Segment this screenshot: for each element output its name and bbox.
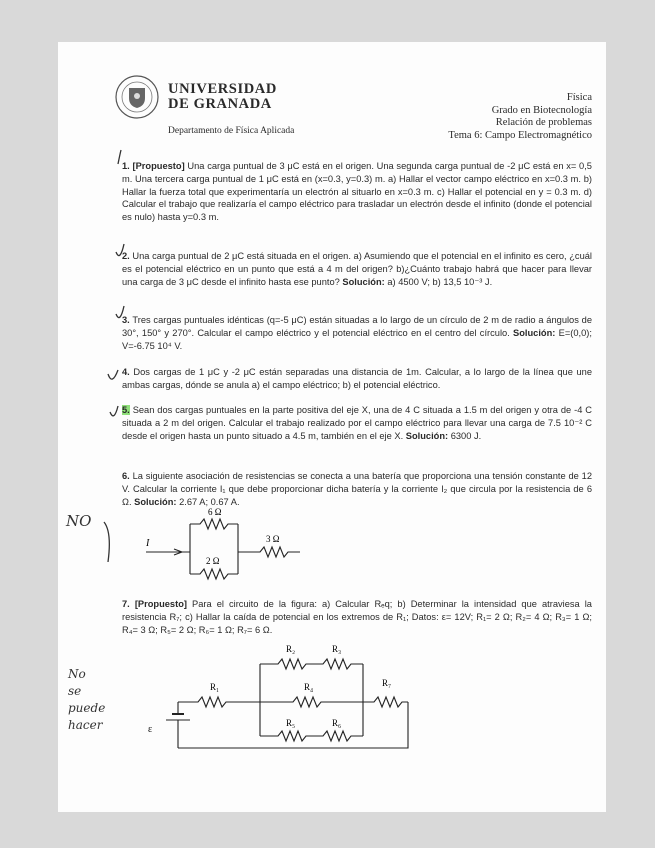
r4-label: R₄ xyxy=(304,682,314,692)
problem-2: 2. Una carga puntual de 2 μC está situada en el origen. a) Asumiendo que el potencial en el infinito es cero, ¿cuál es el potencial eléctrico en un punto que está a 4 m del origen? b)¿Cuánto trabajo habrá que hacer para llevar una carga de 3 μC desde el infinito hasta ese punto? Solución: a) 4500 V; b) 13,5 10⁻³ J. xyxy=(122,251,592,287)
r3-label: 3 Ω xyxy=(266,534,280,544)
problem-1: 1. [Propuesto] Una carga puntual de 3 μC está en el origen. Una segunda carga puntual de -2 μC está en x= 0,5 m. Una tercera carga puntual de 1 μC está en (x=0.3, y=0.3) m. a) Hallar el vector campo eléctrico en x=0.3 m. b) Hallar la fuerza total que experimentaría un electrón al situarlo en x=0.3 m. c) Hallar el potencial en y = 0.3 m. d) Calcular el trabajo que realizaría el campo eléctrico para trasladar un electrón desde el infinito (donde el potencial es nulo) hasta y=0.3 m. xyxy=(122,161,592,223)
handwritten-checkmarks xyxy=(58,142,128,562)
r6-label-7: R₆ xyxy=(332,718,342,728)
r6-label: 6 Ω xyxy=(208,507,222,517)
problem-4: 4. Dos cargas de 1 μC y -2 μC están separadas una distancia de 1m. Calcular, a lo largo de la línea que une ambas cargas, dónde se anula a) el campo eléctrico; b) el potencial eléctrico. xyxy=(122,367,592,390)
problem-6: 6. La siguiente asociación de resistencias se conecta a una batería que proporciona una tensión constante de 12 V. Calcular la corriente I₁ que debe proporcionar dicha batería y la corriente I₂ que circula por la resistencia de 6 Ω. Solución: 2.67 A; 0.67 A. xyxy=(122,471,592,507)
r1-label: R₁ xyxy=(210,682,220,692)
current-label: I xyxy=(146,538,150,549)
problem-3: 3. Tres cargas puntuales idénticas (q=-5 μC) están situadas a lo largo de un círculo de 2 m de radio a ángulos de 30°, 150° y 270°. Calcular el campo eléctrico y el potencial eléctrico en el centro del círculo. Solución: E=(0,0); V=-6.75 10⁴ V. xyxy=(122,315,592,351)
handwritten-no: NO xyxy=(66,512,92,530)
r3-label-7: R₃ xyxy=(332,644,342,654)
document-page xyxy=(58,42,606,812)
r5-label: R₅ xyxy=(286,718,296,728)
course-header: Física Grado en Biotecnología Relación de problemas Tema 6: Campo Electromagnético xyxy=(448,92,592,141)
circuit-problem-6 xyxy=(138,504,338,588)
handwritten-no-se-puede-hacer: No se puede hacer xyxy=(68,667,106,732)
r2-label-7: R₂ xyxy=(286,644,296,654)
circuit-problem-7 xyxy=(138,640,428,760)
university-seal-icon xyxy=(114,74,160,120)
problem-5: 5. Sean dos cargas puntuales en la parte positiva del eje X, una de 4 C situada a 1.5 m del origen y otra de -4 C situada a 2 m del origen. Calcular el trabajo realizado por el campo eléctrico para llevar una carga de 7.5 10⁻² C desde el origen hasta un punto situado a 4.5 m, también en el eje X. Solución: 6300 J. xyxy=(122,405,592,441)
department-name: Departamento de Física Aplicada xyxy=(168,126,295,136)
problem-7: 7. [Propuesto] Para el circuito de la figura: a) Calcular Rₑq; b) Determinar la intensidad que atraviesa la resistencia R₇; c) Hallar la caída de potencial en los extremos de R₁; Datos: ε= 12V; R₁= 2 Ω; R₂= 4 Ω; R₃= 1 Ω; R₄= 3 Ω; R₅= 2 Ω; R₆= 1 Ω; R₇= 6 Ω. xyxy=(122,599,592,635)
r7-label: R₇ xyxy=(382,678,392,688)
emf-label: ε xyxy=(148,724,153,735)
r2-label: 2 Ω xyxy=(206,556,220,566)
university-name: UNIVERSIDAD DE GRANADA xyxy=(168,81,277,112)
